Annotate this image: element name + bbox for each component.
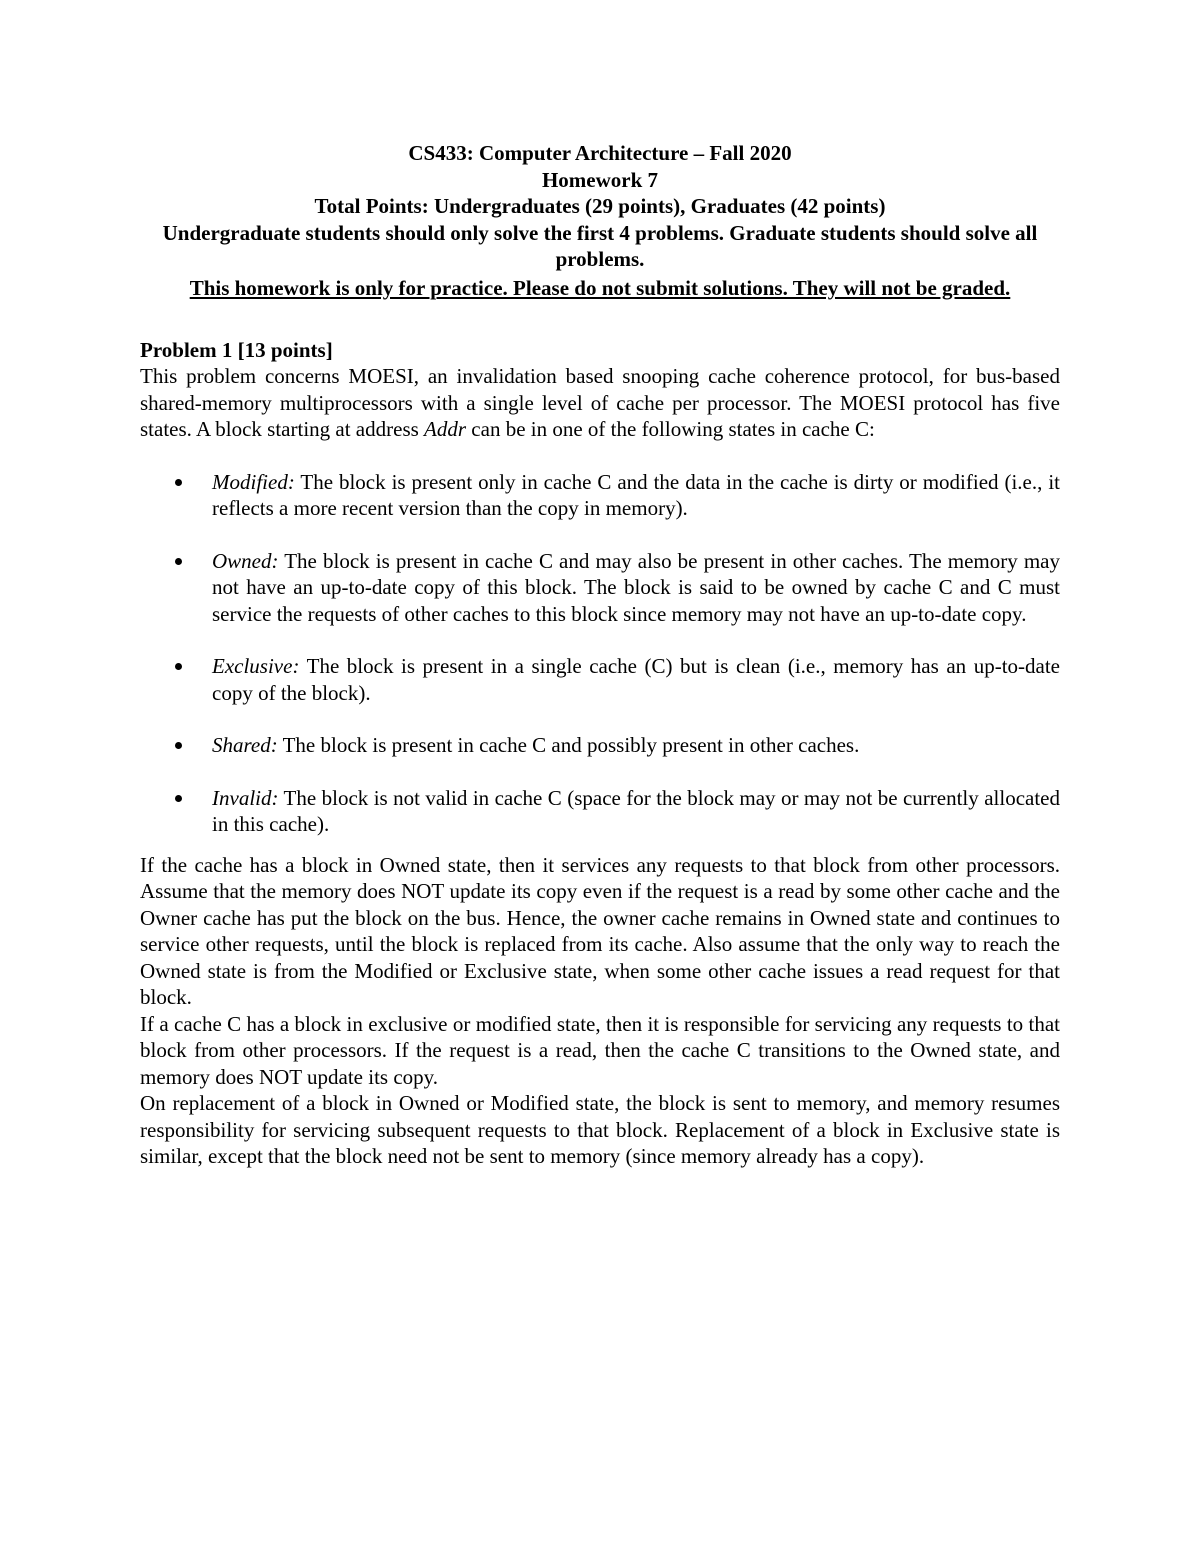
problem-1-title: Problem 1 [13 points]	[140, 338, 333, 362]
state-term: Invalid:	[212, 785, 279, 810]
state-item-exclusive	[140, 653, 1060, 706]
intro-text-before: This problem concerns MOESI, an invalidation based snooping cache coherence protocol, for bus-based shared-memory multiprocessors with a single level of cache per processor. The MOESI protocol has five states. A block starting at address	[140, 364, 1060, 441]
paragraph-exclusive-state: If a cache C has a block in exclusive or modified state, then it is responsible for servicing any requests to that block from other processors. If the request is a read, then the cache C transitions to the Owned state, and memory does NOT update its copy.	[140, 1011, 1060, 1089]
homework-title: Homework 7	[541, 167, 659, 192]
document-header	[140, 140, 1060, 301]
state-item-owned	[140, 548, 1060, 628]
state-item-invalid	[140, 785, 1060, 838]
intro-addr: Addr	[424, 417, 467, 441]
total-points: Total Points: Undergraduates (29 points), Graduates (42 points)	[314, 194, 886, 218]
state-description: The block is present in a single cache (C) but is clean (i.e., memory has an up-to-date copy of the block).	[212, 654, 1060, 705]
practice-notice: This homework is only for practice. Please do not submit solutions. They will not be graded.	[189, 275, 1011, 300]
bullet-icon	[175, 479, 182, 486]
paragraph-owned-state: If the cache has a block in Owned state, then it services any requests to that block from other processors. Assume that the memory does NOT update its copy even if the request is a read by some other cache and the Owner cache has put the block on the bus. Hence, the owner cache remains in Owned state and continues to service other requests, until the block is replaced from its cache. Also assume that the only way to reach the Owned state is from the Modified or Exclusive state, when some other cache issues a read request for that block.	[140, 852, 1060, 1009]
state-term: Owned:	[212, 548, 279, 573]
bullet-icon	[175, 558, 182, 565]
state-description: The block is present in cache C and may also be present in other caches. The memory may not have an up-to-date copy of this block. The block is said to be owned by cache C and C must service the requests of other caches to this block since memory may not have an up-to-date copy.	[212, 548, 1060, 626]
state-term: Exclusive:	[212, 654, 300, 678]
intro-text-after: can be in one of the following states in cache C:	[466, 417, 875, 441]
paragraph-replacement: On replacement of a block in Owned or Modified state, the block is sent to memory, and memory resumes responsibility for servicing subsequent requests to that block. Replacement of a block in Exclusive state is similar, except that the block need not be sent to memory (since memory already has a copy).	[140, 1091, 1060, 1168]
state-item-shared	[140, 732, 1060, 759]
state-description: The block is not valid in cache C (space for the block may or may not be currently allocated in this cache).	[212, 785, 1060, 836]
moesi-states-list	[140, 469, 1060, 838]
state-item-modified	[140, 469, 1060, 522]
state-term: Shared:	[212, 733, 278, 757]
course-title: CS433: Computer Architecture – Fall 2020	[408, 141, 792, 165]
bullet-icon	[175, 742, 182, 749]
document-page	[140, 140, 1060, 1170]
bullet-icon	[175, 663, 182, 670]
instructions: Undergraduate students should only solve the first 4 problems. Graduate students should solve all problems.	[162, 220, 1038, 271]
problem-1-intro	[140, 363, 1060, 443]
state-term: Modified:	[212, 469, 295, 494]
bullet-icon	[175, 795, 182, 802]
state-description: The block is present in cache C and possibly present in other caches.	[277, 733, 860, 757]
state-description: The block is present only in cache C and the data in the cache is dirty or modified (i.e., it reflects a more recent version than the copy in memory).	[212, 469, 1060, 520]
